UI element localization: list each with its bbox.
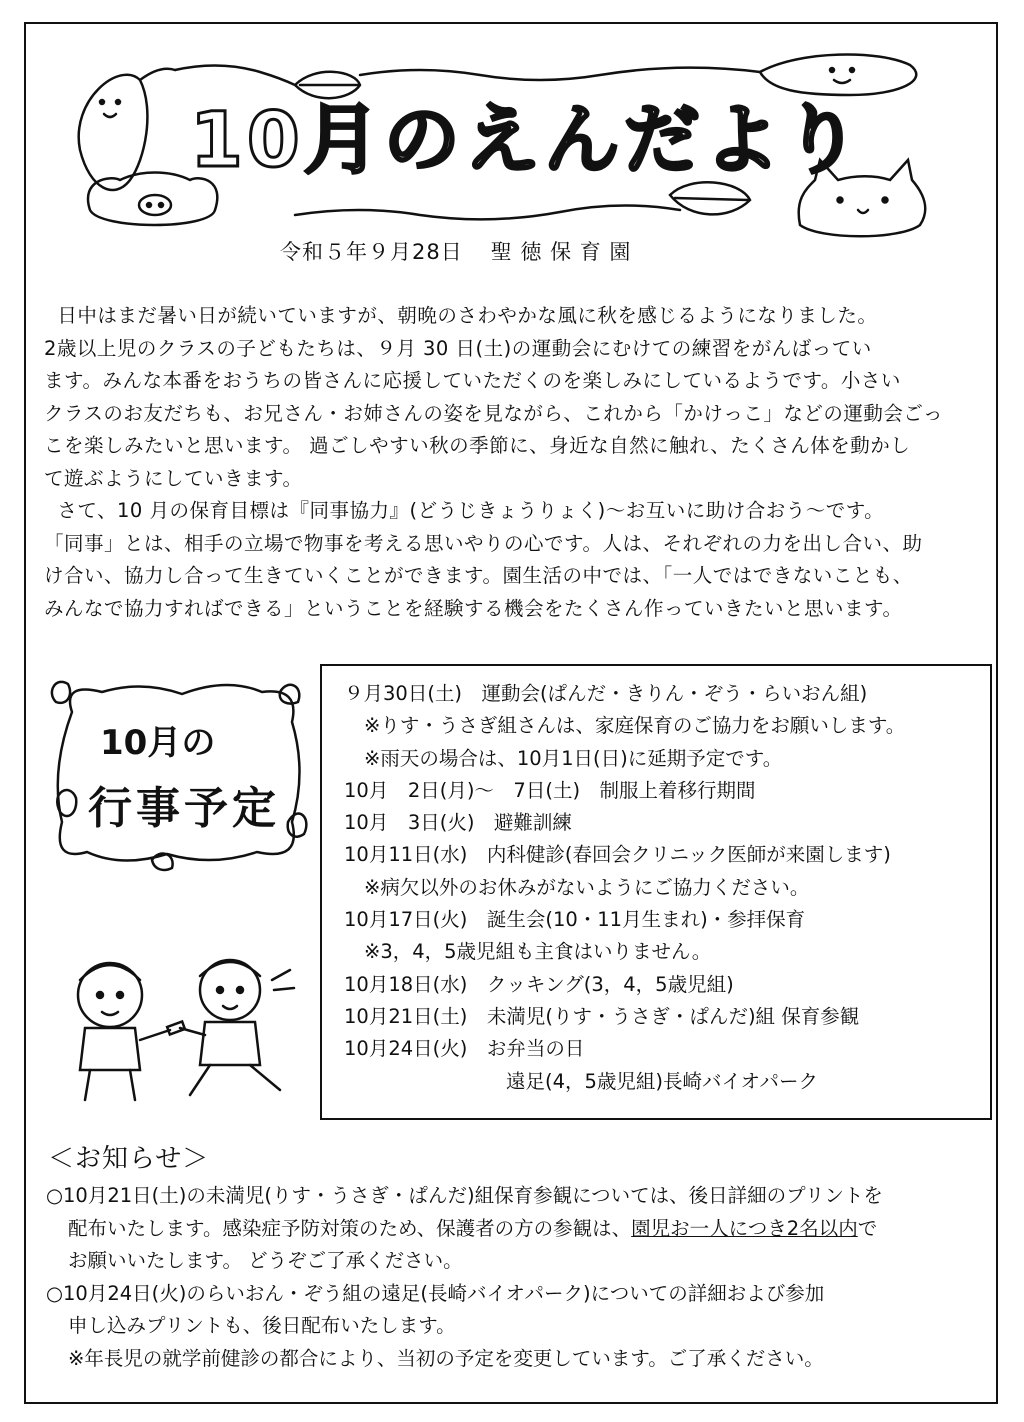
notice-line: 申し込みプリントも、後日配布いたします。 — [68, 1314, 456, 1337]
event-note: ※雨天の場合は、10月1日(日)に延期予定です。 — [364, 746, 783, 770]
event-note: ※病欠以外のお休みがないようにご協力ください。 — [364, 875, 810, 899]
event-row: 10月 3日(火) 避難訓練 — [344, 811, 572, 835]
leaf-icon — [52, 682, 70, 703]
events-badge-line2: 行事予定 — [88, 783, 280, 834]
page-title: 10月のえんだより — [190, 95, 864, 184]
intro-line: 2歳以上児のクラスの子どもたちは、９月 30 日(土)の運動会にむけての練習をがんばってい — [44, 336, 872, 360]
event-row: 10月24日(火) お弁当の日 — [344, 1037, 585, 1061]
nursery-name: 聖 徳 保 育 園 — [490, 240, 632, 264]
notice-item-2: ○10月24日(火)のらいおん・ぞう組の遠足(長崎バイオパーク)についての詳細および参加 — [46, 1281, 825, 1305]
kids-relay-illustration — [40, 950, 320, 1110]
notice-line: 配布いたします。感染症予防対策のため、保護者の方の参観は、園児お一人につき2名以内で — [68, 1216, 878, 1240]
underlined-limit: 園児お一人につき2名以内 — [631, 1216, 858, 1240]
intro-paragraph — [44, 300, 984, 495]
child-icon — [180, 960, 294, 1095]
event-row: 10月18日(水) クッキング(3，4，5歳児組) — [344, 972, 734, 996]
event-row: 10月11日(水) 内科健診(春回会クリニック医師が来園します) — [344, 843, 891, 867]
intro-line: さて、10 月の保育目標は『同事協力』(どうじきょうりょく)～お互いに助け合おう～です。 — [57, 499, 885, 522]
notices-heading: ＜お知らせ＞ — [48, 1144, 210, 1174]
issue-date: 令和５年９月28日 — [280, 240, 463, 264]
event-note: ※3，4，5歳児組も主食はいりません。 — [364, 940, 712, 964]
intro-line: け合い、協力し合って生きていくことができます。園生活の中では、「一人ではできないことも、 — [44, 564, 913, 587]
intro-line: 日中はまだ暑い日が続いていますが、朝晩のさわやかな風に秋を感じるようになりました。 — [57, 304, 878, 327]
child-icon — [78, 963, 170, 1100]
event-row: ９月30日(土) 運動会(ぱんだ・きりん・ぞう・らいおん組) — [344, 682, 868, 705]
notices-list — [46, 1180, 986, 1375]
event-row: 10月 2日(月)～ 7日(土) 制服上着移行期間 — [344, 778, 756, 802]
event-row: 遠足(4，5歳児組)長崎バイオパーク — [506, 1069, 819, 1093]
intro-line: こを楽しみたいと思います。 過ごしやすい秋の季節に、身近な自然に触れ、たくさん体を動かし — [44, 434, 911, 457]
events-badge-line1: 10月の — [100, 723, 216, 763]
intro-text — [44, 300, 984, 625]
intro-line: て遊ぶようにしていきます。 — [44, 466, 303, 490]
intro-line: みんなで協力すればできる」ということを経験する機会をたくさん作っていきたいと思います。 — [44, 596, 903, 620]
sweet-potato-icon — [760, 55, 916, 95]
intro-line: 「同事」とは、相手の立場で物事を考える思いやりの心です。人は、それぞれの力を出し合い、助 — [44, 531, 923, 555]
leaf-icon — [57, 790, 76, 816]
events-schedule — [320, 664, 992, 1120]
leaf-icon — [288, 814, 307, 837]
intro-paragraph — [44, 495, 984, 625]
event-row: 10月17日(火) 誕生会(10・11月生まれ)・参拝保育 — [344, 908, 806, 932]
intro-line: クラスのお友だちも、お兄さん・お姉さんの姿を見ながら、これから「かけっこ」などの運動会ごっ — [44, 401, 944, 425]
intro-line: ます。みんな本番をおうちの皆さんに応援していただくのを楽しみにしているようです。小さい — [44, 369, 901, 392]
notice-line: お願いいたします。 どうぞご了承ください。 — [68, 1249, 463, 1272]
event-row: 10月21日(土) 未満児(りす・うさぎ・ぱんだ)組 保育参観 — [344, 1004, 860, 1028]
notice-item-1: ○10月21日(土)の未満児(りす・うさぎ・ぱんだ)組保育参観については、後日詳細のプリントを — [46, 1184, 883, 1207]
notice-line: ※年長児の就学前健診の都合により、当初の予定を変更しています。ご了承ください。 — [68, 1346, 824, 1370]
issue-date-line — [280, 236, 631, 266]
event-note: ※りす・うさぎ組さんは、家庭保育のご協力をお願いします。 — [364, 714, 906, 738]
